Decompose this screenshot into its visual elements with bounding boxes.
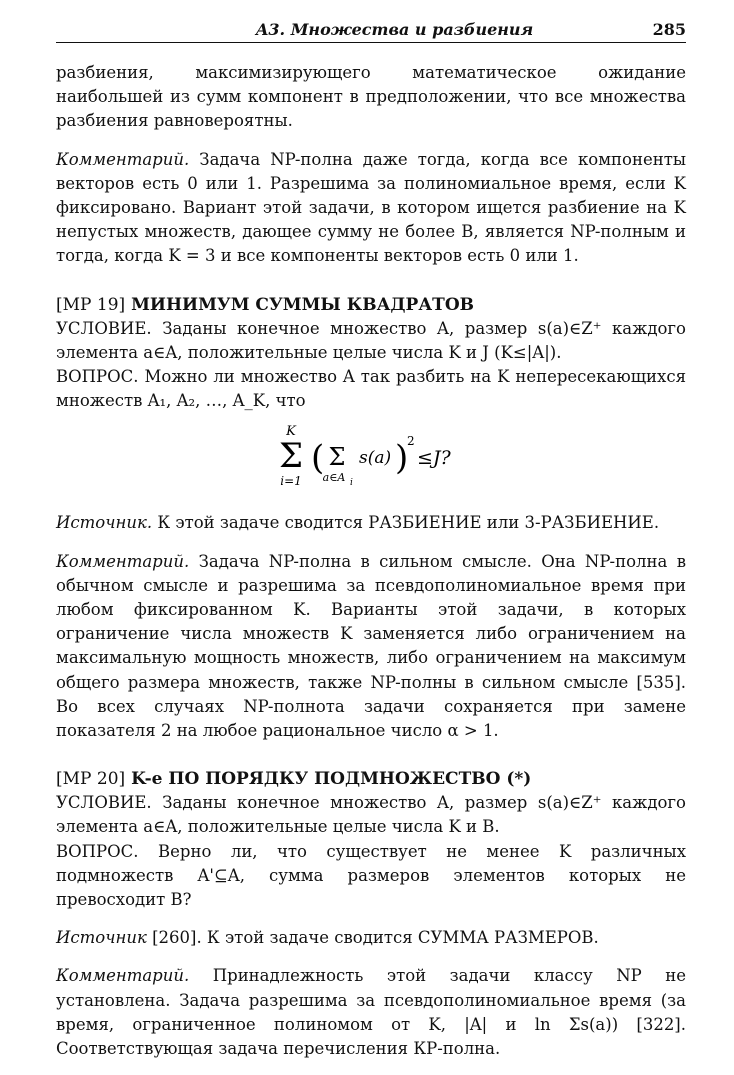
problem-question: ВОПРОС. Верно ли, что существует не менее K различных подмножеств A'⊆A, сумма размеров элементов которых не превосходит B?	[56, 841, 686, 910]
comment-paragraph	[56, 550, 686, 744]
right-paren: )	[395, 438, 409, 479]
comment-text: Принадлежность этой задачи классу NP не установлена. Задача разрешима за псевдополиномиальное время (за время, ограниченное полиномом от K, |A| и ln Σs(a)) [322]. Соответствующая задача перечисления КР-полна.	[56, 966, 686, 1059]
running-head: A3. Множества и разбиения	[256, 20, 534, 39]
exponent: 2	[407, 434, 415, 449]
comment-lead: Комментарий.	[56, 551, 190, 571]
source-text: [260]. К этой задаче сводится СУММА РАЗМЕРОВ.	[146, 928, 599, 948]
summand-term: s(a)	[359, 448, 392, 469]
comment-text: Задача NP-полна в сильном смысле. Она NP-полна в обычном смысле и разрешима за псевдополиномиальное время при любом фиксированном K. Варианты этой задачи, в которых ограничение числа множеств K заменяется либо ограничением на максимальную мощность множеств, либо ограничением на максимум общего размера множеств, также NP-полны в сильном смысле [535]. Во всех случаях NP-полнота задачи сохраняется при замене показателя 2 на любое рациональное число α > 1.	[56, 551, 686, 741]
comment-text: Задача NP-полна даже тогда, когда все компоненты векторов есть 0 или 1. Разрешима за полиномиальное время, если K фиксировано. Вариант этой задачи, в котором ищется разбиение на K непустых множеств, дающее сумму не более B, является NP-полным и тогда, когда K = 3 и все компоненты векторов есть 0 или 1.	[56, 149, 686, 266]
inner-sum-lower-limit: a∈A	[322, 471, 346, 485]
page-number: 285	[652, 20, 686, 39]
sum-upper-limit: K	[286, 424, 296, 440]
source-lead: Источник	[56, 928, 147, 948]
problem-code: [MP 20]	[56, 769, 126, 790]
book-page	[56, 20, 686, 1061]
problem-condition: УСЛОВИЕ. Заданы конечное множество A, размер s(a)∈Z⁺ каждого элемента a∈A, положительные целые числа K и B.	[56, 793, 686, 837]
paragraph-continuation: разбиения, максимизирующего математическое ожидание наибольшей из сумм компонент в предположении, что все множества разбиения равновероятны.	[56, 63, 686, 131]
comment-paragraph	[56, 148, 686, 269]
comment-lead: Комментарий.	[56, 966, 190, 986]
problem-question: ВОПРОС. Можно ли множество A так разбить на K непересекающихся множеств A₁, A₂, …, A_K, что	[56, 367, 686, 411]
source-paragraph	[56, 511, 686, 535]
problem-heading-mp20	[56, 767, 686, 791]
source-text: К этой задаче сводится РАЗБИЕНИЕ или 3-РАЗБИЕНИЕ.	[152, 513, 660, 533]
inner-sum-lower-subscript: i	[350, 478, 353, 489]
formula-relation: ≤J?	[417, 447, 451, 470]
problem-title: K-е ПО ПОРЯДКУ ПОДМНОЖЕСТВО (*)	[131, 769, 532, 790]
sum-lower-limit: i=1	[280, 474, 302, 489]
formula-graphic	[271, 423, 471, 493]
problem-code: [MP 19]	[56, 294, 126, 315]
inner-sum-symbol: Σ	[328, 443, 346, 472]
comment-lead: Комментарий.	[56, 149, 190, 169]
outer-sum-symbol: Σ	[278, 436, 304, 477]
problem-heading-mp19	[56, 293, 686, 317]
sum-of-squares-formula	[56, 423, 686, 493]
source-paragraph	[56, 926, 686, 950]
problem-condition: УСЛОВИЕ. Заданы конечное множество A, размер s(a)∈Z⁺ каждого элемента a∈A, положительные целые числа K и J (K≤|A|).	[56, 318, 686, 362]
problem-title: МИНИМУМ СУММЫ КВАДРАТОВ	[131, 294, 474, 315]
left-paren: (	[311, 438, 325, 479]
source-lead: Источник.	[56, 513, 153, 533]
comment-paragraph	[56, 964, 686, 1061]
page-header	[56, 20, 686, 43]
